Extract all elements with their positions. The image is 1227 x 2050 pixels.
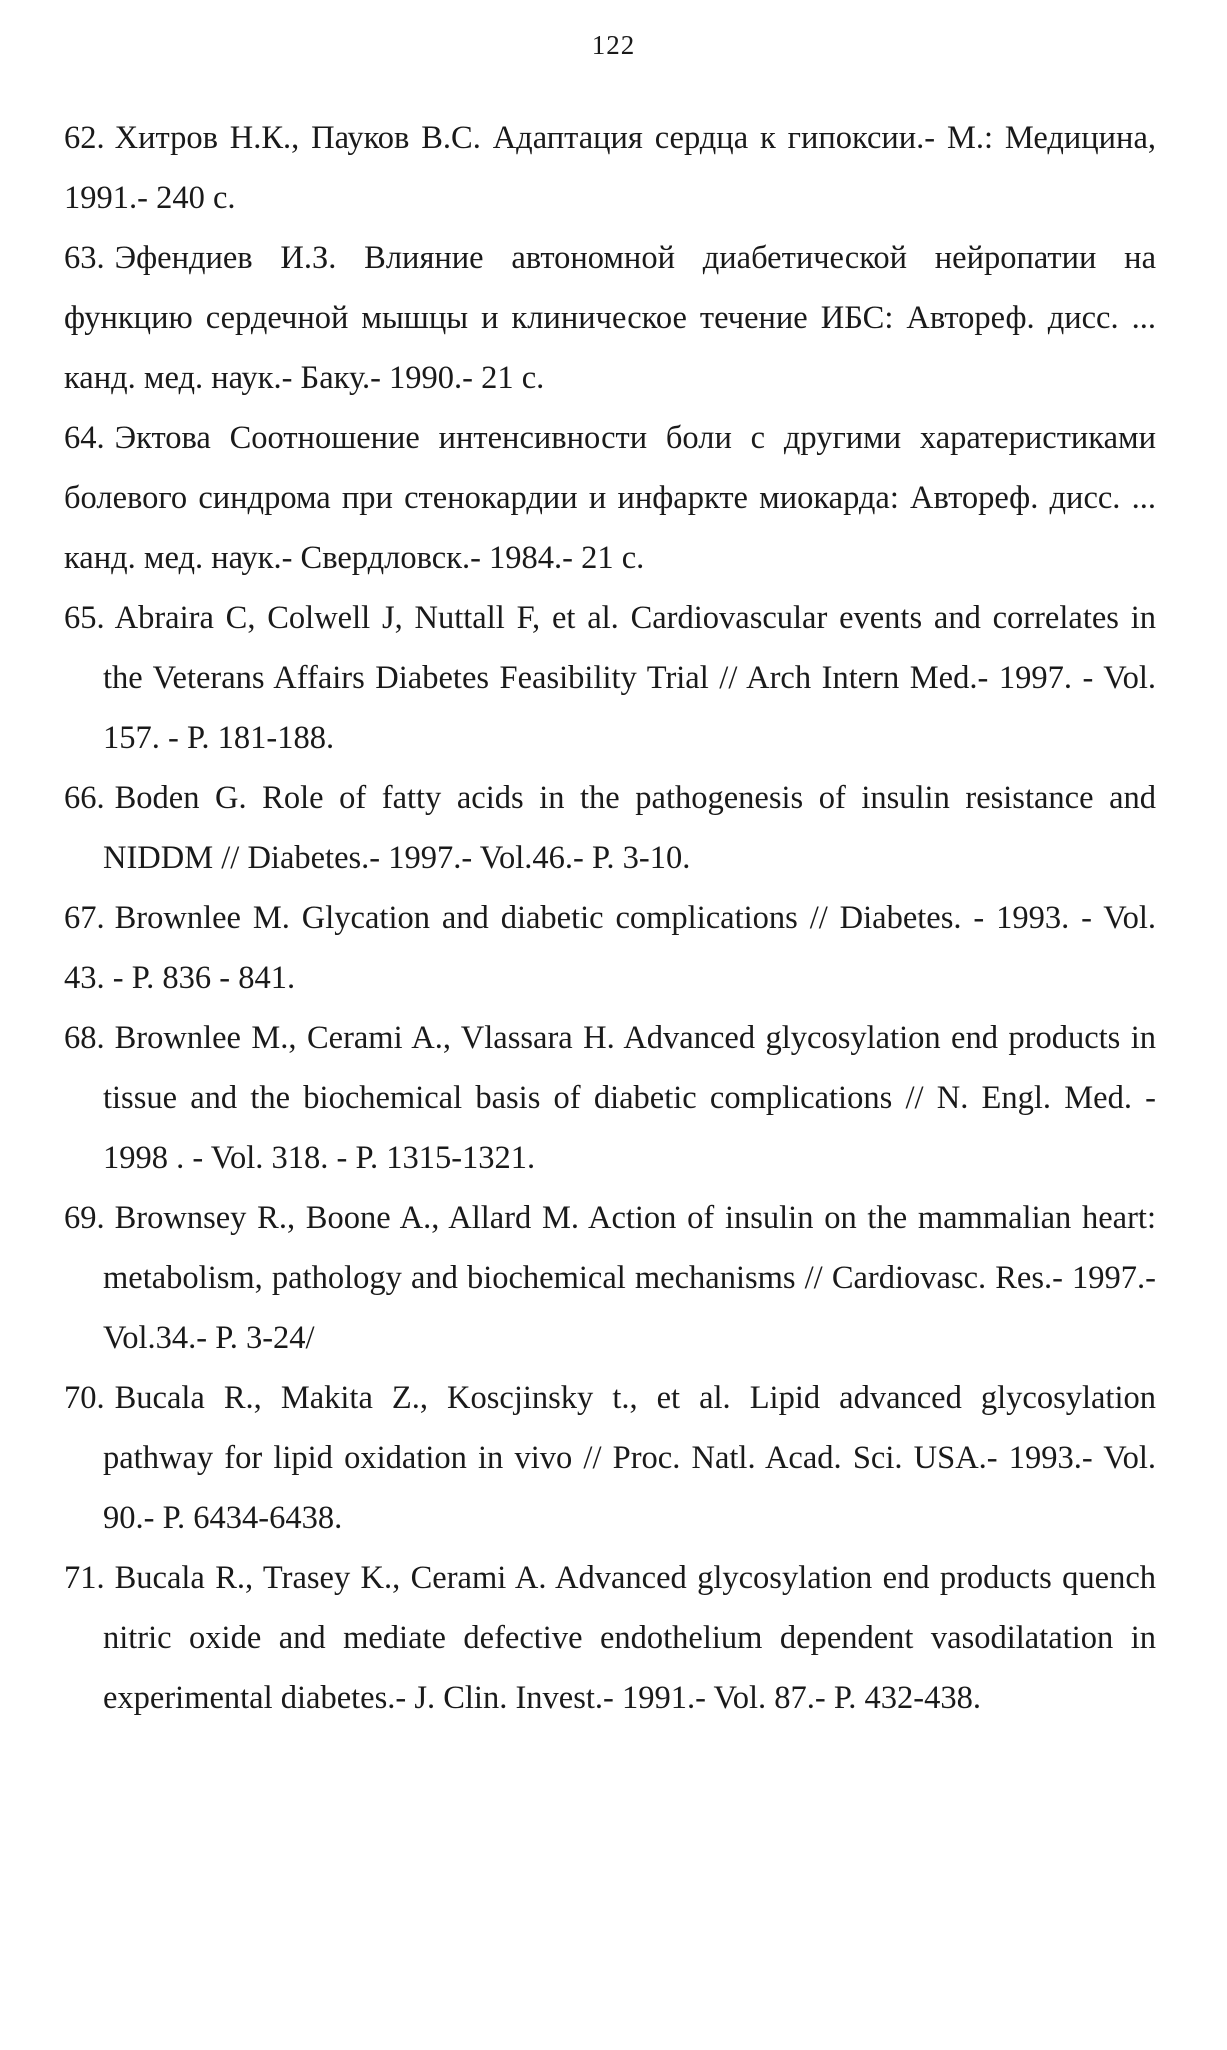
reference-item bbox=[64, 108, 1156, 228]
reference-number: 62. bbox=[64, 120, 105, 156]
reference-number: 64. bbox=[64, 420, 105, 456]
reference-number: 65. bbox=[64, 600, 105, 636]
reference-item bbox=[64, 228, 1156, 408]
reference-text: Эктова Соотношение интенсивности боли с другими харатеристиками болевого синдрома при стенокардии и инфаркте миокарда: Автореф. дисс. ... канд. мед. наук.- Свердловск.- 1984.- 21 с. bbox=[64, 420, 1156, 576]
reference-item bbox=[64, 408, 1156, 588]
reference-text: Хитров Н.К., Пауков В.С. Адаптация сердца к гипоксии.- М.: Медицина, 1991.- 240 с. bbox=[64, 120, 1156, 216]
reference-number: 67. bbox=[64, 900, 105, 936]
reference-item bbox=[64, 1188, 1156, 1368]
reference-number: 63. bbox=[64, 240, 105, 276]
reference-number: 69. bbox=[64, 1200, 105, 1236]
reference-text: Эфендиев И.З. Влияние автономной диабетической нейропатии на функцию сердечной мышцы и клиническое течение ИБС: Автореф. дисс. ... канд. мед. наук.- Баку.- 1990.- 21 с. bbox=[64, 240, 1156, 396]
reference-item bbox=[64, 1368, 1156, 1548]
page-number: 122 bbox=[591, 30, 636, 60]
reference-item bbox=[64, 588, 1156, 768]
reference-number: 71. bbox=[64, 1560, 105, 1596]
reference-number: 68. bbox=[64, 1020, 105, 1056]
reference-text: Brownsey R., Boone A., Allard M. Action of insulin on the mammalian heart: metabolism, pathology and biochemical mechanisms // Cardiovasc. Res.- 1997.- Vol.34.- P. 3-24/ bbox=[103, 1200, 1156, 1356]
reference-item bbox=[64, 1548, 1156, 1728]
reference-number: 70. bbox=[64, 1380, 105, 1416]
reference-item bbox=[64, 768, 1156, 888]
reference-text: Boden G. Role of fatty acids in the pathogenesis of insulin resistance and NIDDM // Diabetes.- 1997.- Vol.46.- P. 3-10. bbox=[103, 780, 1156, 876]
reference-item bbox=[64, 888, 1156, 1008]
reference-item bbox=[64, 1008, 1156, 1188]
reference-list bbox=[64, 108, 1156, 1728]
reference-number: 66. bbox=[64, 780, 105, 816]
reference-text: Bucala R., Trasey K., Cerami A. Advanced glycosylation end products quench nitric oxide and mediate defective endothelium dependent vasodilatation in experimental diabetes.- J. Clin. Invest.- 1991.- Vol. 87.- P. 432-438. bbox=[103, 1560, 1156, 1716]
reference-text: Bucala R., Makita Z., Koscjinsky t., et al. Lipid advanced glycosylation pathway for lipid oxidation in vivo // Proc. Natl. Acad. Sci. USA.- 1993.- Vol. 90.- P. 6434-6438. bbox=[103, 1380, 1156, 1536]
reference-text: Abraira C, Colwell J, Nuttall F, et al. Cardiovascular events and correlates in the Veterans Affairs Diabetes Feasibility Trial // Arch Intern Med.- 1997. - Vol. 157. - P. 181-188. bbox=[103, 600, 1156, 756]
reference-text: Brownlee M., Cerami A., Vlassara H. Advanced glycosylation end products in tissue and the biochemical basis of diabetic complications // N. Engl. Med. - 1998 . - Vol. 318. - P. 1315-1321. bbox=[103, 1020, 1156, 1176]
reference-text: Brownlee M. Glycation and diabetic complications // Diabetes. - 1993. - Vol. 43. - P. 836 - 841. bbox=[64, 900, 1156, 996]
